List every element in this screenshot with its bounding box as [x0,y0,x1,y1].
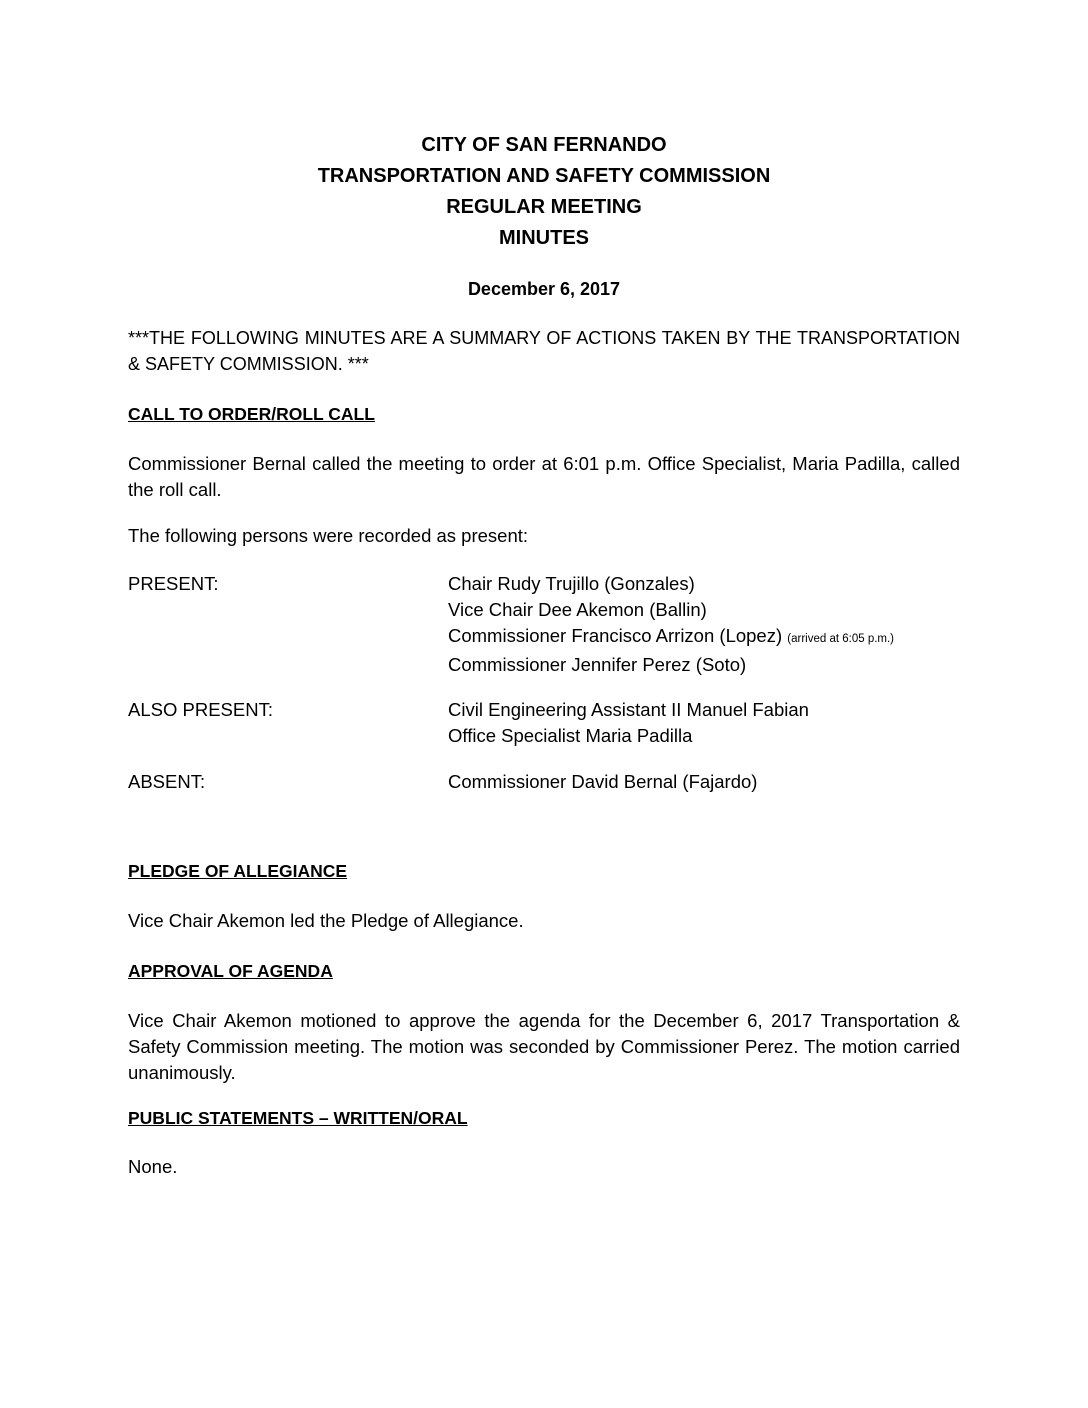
title-minutes: MINUTES [499,227,589,249]
document-title [0,130,1088,254]
title-meeting-type: REGULAR MEETING [446,196,642,218]
arrival-note: (arrived at 6:05 p.m.) [787,633,895,645]
roll-list-absent [448,769,757,795]
roll-label-also-present: ALSO PRESENT: [128,699,273,720]
public-statements-paragraph: None. [128,1156,178,1177]
present-name-4: Commissioner Jennifer Perez (Soto) [448,654,747,675]
roll-list-also-present [448,697,809,749]
recorded-present-paragraph: The following persons were recorded as present: [128,525,529,546]
call-to-order-paragraph: Commissioner Bernal called the meeting to order at 6:01 p.m. Office Specialist, Maria Padilla, called the roll call. [128,453,960,500]
summary-notice: ***THE FOLLOWING MINUTES ARE A SUMMARY OF ACTIONS TAKEN BY THE TRANSPORTATION & SAFETY COMMISSION. *** [128,328,960,374]
present-name-3: Commissioner Francisco Arrizon (Lopez) [448,625,783,646]
present-name-3-row [448,623,894,652]
present-name-2: Vice Chair Dee Akemon (Ballin) [448,599,707,620]
also-present-name-2: Office Specialist Maria Padilla [448,725,693,746]
heading-public-statements: PUBLIC STATEMENTS – WRITTEN/ORAL [128,1108,468,1128]
title-commission: TRANSPORTATION AND SAFETY COMMISSION [317,165,771,187]
roll-label-present: PRESENT: [128,573,219,594]
title-city: CITY OF SAN FERNANDO [421,134,667,156]
heading-call-to-order: CALL TO ORDER/ROLL CALL [128,404,375,424]
heading-approval-of-agenda: APPROVAL OF AGENDA [128,961,333,981]
pledge-paragraph: Vice Chair Akemon led the Pledge of Allegiance. [128,910,524,931]
absent-name-1: Commissioner David Bernal (Fajardo) [448,771,758,792]
heading-pledge: PLEDGE OF ALLEGIANCE [128,861,348,881]
agenda-paragraph: Vice Chair Akemon motioned to approve the agenda for the December 6, 2017 Transportation & Safety Commission meeting. The motion was seconded by Commissioner Perez. The motion carried unanimously. [128,1010,960,1083]
roll-list-present [448,571,894,678]
roll-label-absent: ABSENT: [128,771,206,792]
present-name-1: Chair Rudy Trujillo (Gonzales) [448,573,695,594]
meeting-date: December 6, 2017 [467,279,621,299]
also-present-name-1: Civil Engineering Assistant II Manuel Fabian [448,699,809,720]
